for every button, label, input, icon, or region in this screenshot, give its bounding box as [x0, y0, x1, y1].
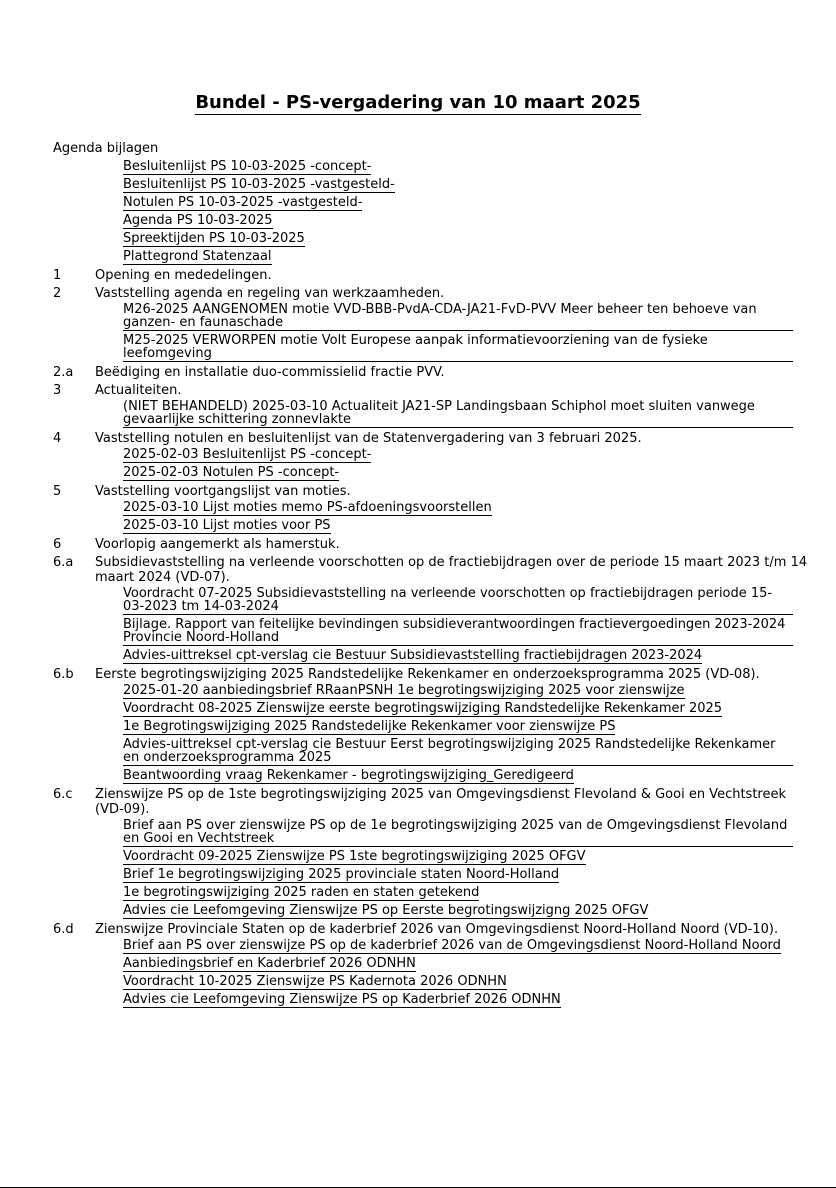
agenda-bijlagen-heading: Agenda bijlagen	[53, 141, 159, 156]
agenda-item-line	[53, 667, 813, 682]
attachment-link[interactable]: M26-2025 AANGENOMEN motie VVD-BBB-PvdA-CDA-JA21-FvD-PVV Meer beheer ten behoeve van ganzen- en faunaschade	[123, 301, 793, 331]
agenda-item-number: 6	[53, 537, 62, 552]
agenda-item-number: 1	[53, 268, 62, 283]
agenda-item-attachments	[123, 398, 813, 428]
attachment-link[interactable]: 1e Begrotingswijziging 2025 Randstedelijke Rekenkamer voor zienswijze PS	[123, 719, 616, 734]
attachment-link[interactable]: Aanbiedingsbrief en Kaderbrief 2026 ODNHN	[123, 956, 416, 971]
agenda-item-number: 5	[53, 484, 62, 499]
attachment-link[interactable]: Agenda PS 10-03-2025	[123, 213, 273, 228]
agenda-item-text: Eerste begrotingswijziging 2025 Randstedelijke Rekenkamer en onderzoeksprogramma 2025 (VD-08).	[95, 667, 760, 682]
attachment-link[interactable]: Voordracht 09-2025 Zienswijze PS 1ste begrotingswijziging 2025 OFGV	[123, 849, 586, 864]
agenda-item-number: 3	[53, 383, 62, 398]
agenda-item-attachments	[123, 585, 813, 664]
agenda-item-line	[53, 484, 813, 499]
agenda-item	[53, 667, 813, 784]
agenda-item-text: Zienswijze Provinciale Staten op de kaderbrief 2026 van Omgevingsdienst Noord-Holland Noord (VD-10).	[95, 922, 779, 937]
agenda-item	[53, 383, 813, 428]
attachment-link[interactable]: Brief 1e begrotingswijziging 2025 provinciale staten Noord-Holland	[123, 867, 560, 882]
agenda-item	[53, 286, 813, 362]
attachment-link[interactable]: (NIET BEHANDELD) 2025-03-10 Actualiteit JA21-SP Landingsbaan Schiphol moet sluiten vanwege gevaarlijke schittering zonnevlakte	[123, 398, 793, 428]
agenda-item-attachments	[123, 817, 813, 919]
agenda-item-line	[53, 787, 813, 817]
agenda-item-attachments	[123, 937, 813, 1008]
attachment-link[interactable]: 2025-03-10 Lijst moties memo PS-afdoeningsvoorstellen	[123, 500, 492, 515]
agenda-item-line	[53, 365, 813, 380]
agenda-item-text: Voorlopig aangemerkt als hamerstuk.	[95, 537, 340, 552]
agenda-item-text: Actualiteiten.	[95, 383, 182, 398]
agenda-item-text: Zienswijze PS op de 1ste begrotingswijziging 2025 van Omgevingsdienst Flevoland & Gooi en Vechtstreek (VD-09).	[95, 787, 787, 817]
attachment-link[interactable]: Notulen PS 10-03-2025 -vastgesteld-	[123, 195, 363, 210]
agenda-item-line	[53, 431, 813, 446]
agenda-item-number: 6.b	[53, 667, 74, 682]
agenda-item-line	[53, 537, 813, 552]
document-title	[0, 90, 836, 116]
agenda-item-number: 4	[53, 431, 62, 446]
agenda-item	[53, 537, 813, 552]
agenda-item-number: 6.d	[53, 922, 74, 937]
agenda-item-line	[53, 286, 813, 301]
agenda-item-number: 6.a	[53, 555, 74, 570]
attachment-link[interactable]: Brief aan PS over zienswijze PS op de 1e begrotingswijziging 2025 van de Omgevingsdienst Flevoland en Gooi en Vechtstreek	[123, 817, 793, 847]
attachment-link[interactable]: 2025-03-10 Lijst moties voor PS	[123, 518, 331, 533]
agenda-item-text: Vaststelling notulen en besluitenlijst van de Statenvergadering van 3 februari 2025.	[95, 431, 642, 446]
attachment-link[interactable]: Brief aan PS over zienswijze PS op de kaderbrief 2026 van de Omgevingsdienst Noord-Holland Noord	[123, 938, 781, 953]
attachment-link[interactable]: Bijlage. Rapport van feitelijke bevindingen subsidieverantwoordingen fractievergoedingen 2023-2024 Provincie Noord-Holland	[123, 616, 793, 646]
agenda-items	[53, 268, 813, 1008]
agenda-item-attachments	[123, 446, 813, 481]
attachment-link[interactable]: Advies-uittreksel cpt-verslag cie Bestuur Eerst begrotingswijziging 2025 Randstedelijke Rekenkamer en onderzoeksprogramma 2025	[123, 736, 793, 766]
agenda-item-number: 2	[53, 286, 62, 301]
agenda-item	[53, 268, 813, 283]
agenda-item-text: Opening en mededelingen.	[95, 268, 272, 283]
agenda-item-attachments	[123, 499, 813, 534]
agenda-bijlagen-list	[123, 158, 813, 265]
agenda-item	[53, 555, 813, 664]
attachment-link[interactable]: Advies-uittreksel cpt-verslag cie Bestuur Subsidievaststelling fractiebijdragen 2023-2024	[123, 648, 703, 663]
agenda-item	[53, 922, 813, 1008]
attachment-link[interactable]: 2025-02-03 Notulen PS -concept-	[123, 465, 340, 480]
attachment-link[interactable]: Spreektijden PS 10-03-2025	[123, 231, 305, 246]
attachment-link[interactable]: Voordracht 10-2025 Zienswijze PS Kadernota 2026 ODNHN	[123, 974, 507, 989]
attachment-link[interactable]: Voordracht 07-2025 Subsidievaststelling na verleende voorschotten op fractiebijdragen periode 15-03-2023 tm 14-03-2024	[123, 585, 793, 615]
attachment-link[interactable]: Advies cie Leefomgeving Zienswijze PS op Kaderbrief 2026 ODNHN	[123, 992, 561, 1007]
agenda-item-text: Vaststelling agenda en regeling van werkzaamheden.	[95, 286, 445, 301]
attachment-link[interactable]: Plattegrond Statenzaal	[123, 249, 272, 264]
agenda-item	[53, 484, 813, 534]
agenda-item-line	[53, 555, 813, 585]
agenda-item-attachments	[123, 682, 813, 784]
agenda-item-number: 2.a	[53, 365, 74, 380]
attachment-link[interactable]: 2025-01-20 aanbiedingsbrief RRaanPSNH 1e begrotingswijziging 2025 voor zienswijze	[123, 683, 685, 698]
agenda-item	[53, 365, 813, 380]
attachment-link[interactable]: Voordracht 08-2025 Zienswijze eerste begrotingswijziging Randstedelijke Rekenkamer 2025	[123, 701, 723, 716]
attachment-link[interactable]: Beantwoording vraag Rekenkamer - begrotingswijziging_Geredigeerd	[123, 768, 574, 783]
attachment-link[interactable]: 2025-02-03 Besluitenlijst PS -concept-	[123, 447, 372, 462]
attachment-link[interactable]: Advies cie Leefomgeving Zienswijze PS op Eerste begrotingswijzigng 2025 OFGV	[123, 903, 649, 918]
agenda-item	[53, 787, 813, 919]
attachment-link[interactable]: Besluitenlijst PS 10-03-2025 -vastgesteld-	[123, 177, 395, 192]
attachment-link[interactable]: Besluitenlijst PS 10-03-2025 -concept-	[123, 159, 372, 174]
attachment-link[interactable]: 1e begrotingswijziging 2025 raden en staten getekend	[123, 885, 480, 900]
agenda-item-text: Beëdiging en installatie duo-commissielid fractie PVV.	[95, 365, 445, 380]
agenda-item-line	[53, 268, 813, 283]
agenda-item-line	[53, 383, 813, 398]
agenda-body	[53, 140, 813, 1009]
agenda-item-text: Subsidievaststelling na verleende voorschotten op de fractiebijdragen over de periode 15 maart 2023 t/m 14 maart 2024 (VD-07).	[95, 555, 808, 585]
agenda-item-line	[53, 922, 813, 937]
agenda-item-attachments	[123, 301, 813, 362]
agenda-item	[53, 431, 813, 481]
agenda-item-number: 6.c	[53, 787, 73, 802]
document-title-text: Bundel - PS-vergadering van 10 maart 2025	[195, 92, 641, 113]
agenda-item-text: Vaststelling voortgangslijst van moties.	[95, 484, 351, 499]
attachment-link[interactable]: M25-2025 VERWORPEN motie Volt Europese aanpak informatievoorziening van de fysieke leefomgeving	[123, 332, 793, 362]
